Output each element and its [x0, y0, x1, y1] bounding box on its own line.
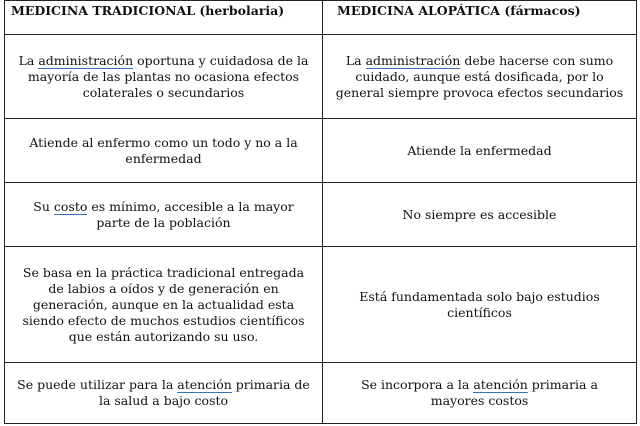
cell-allopathic: No siempre es accesible — [323, 183, 637, 247]
table-row — [5, 119, 637, 183]
cell-allopathic: La administración debe hacerse con sumo cuidado, aunque está dosificada, por lo general siempre provoca efectos secundarios — [323, 35, 637, 119]
link-atencion[interactable]: atención — [177, 377, 232, 392]
header-allopathic: MEDICINA ALOPÁTICA (fármacos) — [323, 1, 637, 35]
cell-traditional: La administración oportuna y cuidadosa de la mayoría de las plantas no ocasiona efectos colaterales o secundarios — [5, 35, 323, 119]
link-administracion[interactable]: administración — [365, 52, 461, 68]
header-row — [5, 1, 637, 35]
link-administracion[interactable]: administración — [38, 52, 134, 68]
cell-traditional: Su costo es mínimo, accesible a la mayor parte de la población — [5, 183, 323, 247]
cell-traditional: Se puede utilizar para la atención primaria de la salud a bajo costo — [5, 363, 323, 424]
cell-allopathic: Atiende la enfermedad — [323, 119, 637, 183]
table-row — [5, 247, 637, 363]
cell-traditional: Se basa en la práctica tradicional entregada de labios a oídos y de generación en generación, aunque en la actualidad esta siendo efecto de muchos estudios científicos que están autorizando su uso. — [5, 247, 323, 363]
cell-allopathic: Se incorpora a la atención primaria a mayores costos — [323, 363, 637, 424]
link-atencion[interactable]: atención — [473, 377, 528, 392]
header-traditional: MEDICINA TRADICIONAL (herbolaria) — [5, 1, 323, 35]
cell-traditional: Atiende al enfermo como un todo y no a la enfermedad — [5, 119, 323, 183]
table-row — [5, 363, 637, 424]
table-row — [5, 35, 637, 119]
table-row — [5, 183, 637, 247]
cell-allopathic: Está fundamentada solo bajo estudios científicos — [323, 247, 637, 363]
comparison-table — [4, 0, 637, 424]
link-costo[interactable]: costo — [53, 198, 88, 214]
